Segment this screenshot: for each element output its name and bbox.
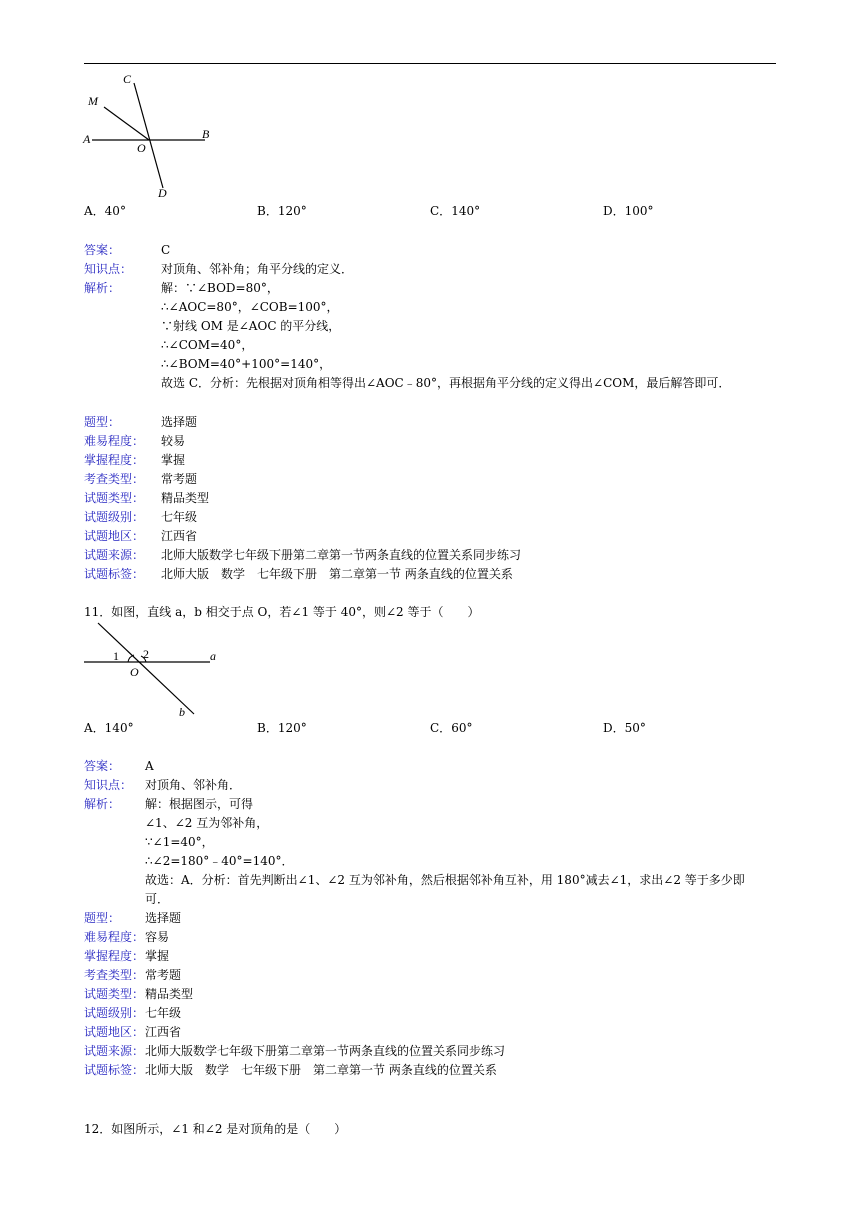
q11-answer-label: 答案： xyxy=(84,759,121,773)
q11-meta-label: 考查类型： xyxy=(84,968,145,982)
q10-meta-label: 题型： xyxy=(84,415,121,429)
q11-label-a: a xyxy=(210,649,216,663)
q10-meta-value: 常考题 xyxy=(161,472,198,486)
q10-label-o: O xyxy=(137,141,146,155)
q11-meta-label: 试题标签： xyxy=(84,1063,145,1077)
q11-answer: A xyxy=(145,759,154,773)
q10-label-m: M xyxy=(88,94,98,108)
q11-analysis-label: 解析： xyxy=(84,797,121,811)
q11-option-c: C．60° xyxy=(430,721,473,735)
q11-label-b: b xyxy=(179,705,185,719)
q11-meta-value: 选择题 xyxy=(145,911,182,925)
q11-label-o: O xyxy=(130,665,139,679)
q10-option-d: D．100° xyxy=(603,204,654,218)
q10-meta-value: 北师大版 数学 七年级下册 第二章第一节 两条直线的位置关系 xyxy=(161,567,513,581)
q10-analysis-line: ∵射线 OM 是∠AOC 的平分线， xyxy=(161,319,341,333)
q11-meta-value: 掌握 xyxy=(145,949,170,963)
q10-meta-label: 试题地区： xyxy=(84,529,145,543)
q10-meta-value: 七年级 xyxy=(161,510,198,524)
q11-meta-value: 常考题 xyxy=(145,968,182,982)
q11-analysis-line: 故选：A．分析：首先判断出∠1、∠2 互为邻补角，然后根据邻补角互补，用 180°减去∠1，求出∠2 等于多少即 xyxy=(145,873,745,887)
q12-stem: 12．如图所示，∠1 和∠2 是对顶角的是（ ） xyxy=(84,1122,347,1136)
q10-analysis-line: ∴∠AOC=80°，∠COB=100°， xyxy=(161,300,339,314)
q10-label-a: A xyxy=(83,132,91,146)
q10-meta-label: 难易程度： xyxy=(84,434,145,448)
q10-meta-label: 考查类型： xyxy=(84,472,145,486)
q10-answer: C xyxy=(161,243,171,257)
q11-meta-label: 试题类型： xyxy=(84,987,145,1001)
q11-meta-label: 试题地区： xyxy=(84,1025,145,1039)
q11-meta-value: 江西省 xyxy=(145,1025,182,1039)
q10-meta-value: 江西省 xyxy=(161,529,198,543)
q10-meta-value: 北师大版数学七年级下册第二章第一节两条直线的位置关系同步练习 xyxy=(161,548,522,562)
q10-analysis-line: ∴∠COM=40°， xyxy=(161,338,254,352)
q10-meta-label: 试题类型： xyxy=(84,491,145,505)
q11-option-b: B．120° xyxy=(257,721,307,735)
q10-option-c: C．140° xyxy=(430,204,481,218)
q11-figure xyxy=(80,620,230,722)
q10-label-d: D xyxy=(158,186,167,200)
q10-answer-label: 答案： xyxy=(84,243,121,257)
q11-analysis-line: ∵∠1=40°， xyxy=(145,835,214,849)
q11-meta-label: 题型： xyxy=(84,911,121,925)
q11-meta-value: 精品类型 xyxy=(145,987,194,1001)
q10-analysis-line: 解：∵∠BOD=80°， xyxy=(161,281,279,295)
q11-label-1: 1 xyxy=(113,649,119,663)
q10-meta-value: 较易 xyxy=(161,434,186,448)
q10-meta-value: 选择题 xyxy=(161,415,198,429)
q11-meta-label: 难易程度： xyxy=(84,930,145,944)
q10-meta-value: 精品类型 xyxy=(161,491,210,505)
q10-knowledge: 对顶角、邻补角；角平分线的定义． xyxy=(161,262,354,276)
q10-meta-value: 掌握 xyxy=(161,453,186,467)
q11-option-a: A．140° xyxy=(84,721,134,735)
q11-analysis-line: ∠1、∠2 互为邻补角， xyxy=(145,816,269,830)
q10-option-b: B．120° xyxy=(257,204,307,218)
q10-label-b: B xyxy=(202,127,210,141)
q11-meta-label: 试题来源： xyxy=(84,1044,145,1058)
q11-meta-label: 掌握程度： xyxy=(84,949,145,963)
q11-meta-value: 七年级 xyxy=(145,1006,182,1020)
q11-analysis-line: 可． xyxy=(145,892,170,906)
q10-analysis-line: 故选 C．分析：先根据对顶角相等得出∠AOC﹣80°，再根据角平分线的定义得出∠COM，最后解答即可． xyxy=(161,376,731,390)
q11-option-d: D．50° xyxy=(603,721,646,735)
q11-knowledge: 对顶角、邻补角． xyxy=(145,778,242,792)
q11-meta-value: 北师大版数学七年级下册第二章第一节两条直线的位置关系同步练习 xyxy=(145,1044,506,1058)
q10-label-c: C xyxy=(123,72,132,86)
q10-meta-label: 试题级别： xyxy=(84,510,145,524)
header-rule xyxy=(84,63,776,64)
q11-knowledge-label: 知识点： xyxy=(84,778,133,792)
q11-meta-value: 容易 xyxy=(145,930,170,944)
q10-figure xyxy=(80,70,220,200)
q10-meta-label: 试题来源： xyxy=(84,548,145,562)
q11-analysis-line: ∴∠2=180°﹣40°=140°． xyxy=(145,854,294,868)
q10-knowledge-label: 知识点： xyxy=(84,262,133,276)
q10-analysis-label: 解析： xyxy=(84,281,121,295)
q11-label-2: 2 xyxy=(143,647,149,661)
q11-meta-label: 试题级别： xyxy=(84,1006,145,1020)
q10-meta-label: 掌握程度： xyxy=(84,453,145,467)
q10-analysis-line: ∴∠BOM=40°+100°=140°， xyxy=(161,357,332,371)
q11-stem: 11．如图，直线 a，b 相交于点 O，若∠1 等于 40°，则∠2 等于（ ） xyxy=(84,605,480,619)
q11-meta-value: 北师大版 数学 七年级下册 第二章第一节 两条直线的位置关系 xyxy=(145,1063,497,1077)
q11-analysis-line: 解：根据图示，可得 xyxy=(145,797,254,811)
q10-meta-label: 试题标签： xyxy=(84,567,145,581)
q10-option-a: A．40° xyxy=(84,204,126,218)
